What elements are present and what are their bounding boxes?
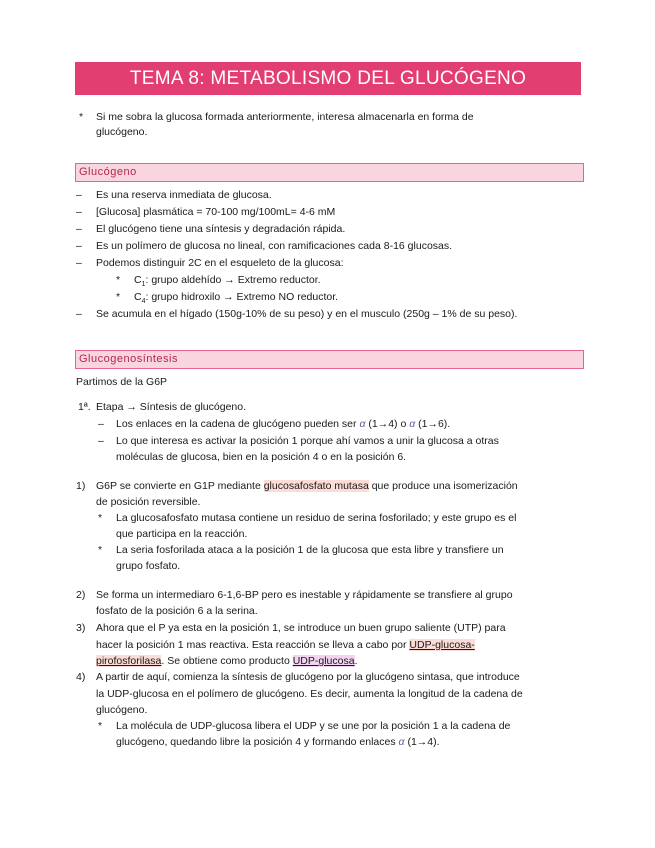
list-item: fosfato de la posición 6 a la serina.: [96, 605, 258, 617]
list-item: El glucógeno tiene una síntesis y degradación rápida.: [96, 223, 346, 235]
list-item: hacer la posición 1 mas reactiva. Esta reacción se lleva a cabo por UDP-glucosa-: [96, 639, 475, 651]
list-item: Lo que interesa es activar la posición 1 porque ahí vamos a unir la glucosa a otras: [116, 435, 499, 447]
sub-item: La molécula de UDP-glucosa libera el UDP y se une por la posición 1 a la cadena de: [116, 720, 511, 732]
list-number: 2): [76, 589, 86, 601]
sub-item: glucógeno, quedando libre la posición 4 y formando enlaces α (1→4).: [116, 736, 440, 748]
sub-item: $C_4$: grupo hidroxilo → Extremo NO reductor.: [134, 291, 339, 306]
bullet-star: *: [116, 291, 121, 303]
page-title: TEMA 8: METABOLISMO DEL GLUCÓGENO: [75, 62, 581, 95]
list-item: Es una reserva inmediata de glucosa.: [96, 189, 272, 201]
list-number: 1): [76, 480, 86, 492]
list-item: Se forma un intermediaro 6-1,6-BP pero es inestable y rápidamente se transfiere al grupo: [96, 589, 513, 601]
bullet-star: *: [98, 544, 103, 556]
paragraph: Partimos de la G6P: [76, 376, 168, 388]
bullet-dash: –: [76, 223, 82, 235]
list-number: 1ª.: [78, 401, 91, 413]
list-item: la UDP-glucosa en el polímero de glucógeno. Es decir, aumenta la longitud de la cadena de: [96, 688, 523, 700]
bullet-star: *: [79, 111, 84, 123]
intro-line: glucógeno.: [96, 126, 148, 138]
intro-line: Si me sobra la glucosa formada anteriormente, interesa almacenarla en forma de: [96, 111, 474, 123]
list-item: [Glucosa] plasmática = 70-100 mg/100mL= 4-6 mM: [96, 206, 336, 218]
bullet-star: *: [98, 720, 103, 732]
bullet-dash: –: [98, 435, 104, 447]
sub-item: $C_1$: grupo aldehído → Extremo reductor.: [134, 274, 321, 289]
list-item: Ahora que el P ya esta en la posición 1, se introduce un buen grupo saliente (UTP) para: [96, 622, 506, 634]
sub-item: La seria fosforilada ataca a la posición 1 de la glucosa que esta libre y transfiere un: [116, 544, 504, 556]
list-item: moléculas de glucosa, bien en la posición 4 o en la posición 6.: [116, 451, 407, 463]
list-item: A partir de aquí, comienza la síntesis de glucógeno por la glucógeno sintasa, que introduce: [96, 671, 520, 683]
section-heading-glucogenosintesis: Glucogenosíntesis: [75, 350, 584, 369]
section-heading-glucogeno: Glucógeno: [75, 163, 584, 182]
bullet-star: *: [116, 274, 121, 286]
list-number: 3): [76, 622, 86, 634]
list-item: Se acumula en el hígado (150g-10% de su peso) y en el musculo (250g – 1% de su peso).: [96, 308, 518, 320]
sub-item: grupo fosfato.: [116, 560, 181, 572]
list-number: 4): [76, 671, 86, 683]
list-item: Los enlaces en la cadena de glucógeno pueden ser α (1→4) o α (1→6).: [116, 418, 451, 430]
list-item: Podemos distinguir 2C en el esqueleto de la glucosa:: [96, 257, 344, 269]
bullet-dash: –: [98, 418, 104, 430]
bullet-dash: –: [76, 257, 82, 269]
sub-item: La glucosafosfato mutasa contiene un residuo de serina fosforilado; y este grupo es el: [116, 512, 517, 524]
bullet-dash: –: [76, 308, 82, 320]
bullet-dash: –: [76, 189, 82, 201]
sub-item: que participa en la reacción.: [116, 528, 248, 540]
list-item: Es un polímero de glucosa no lineal, con ramificaciones cada 8-16 glucosas.: [96, 240, 453, 252]
bullet-dash: –: [76, 240, 82, 252]
list-item: glucógeno.: [96, 704, 148, 716]
list-item: Etapa → Síntesis de glucógeno.: [96, 401, 247, 413]
bullet-star: *: [98, 512, 103, 524]
list-item: de posición reversible.: [96, 496, 201, 508]
bullet-dash: –: [76, 206, 82, 218]
list-item: pirofosforilasa. Se obtiene como producto UDP-glucosa.: [96, 655, 358, 667]
list-item: G6P se convierte en G1P mediante glucosafosfato mutasa que produce una isomerización: [96, 480, 518, 492]
